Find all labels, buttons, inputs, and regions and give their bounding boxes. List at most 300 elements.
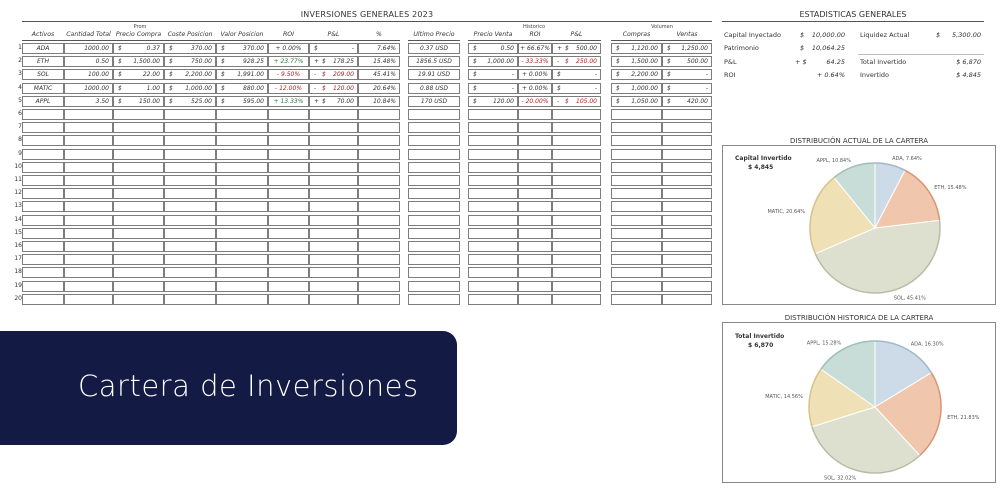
cell-buy-vol[interactable] (611, 122, 662, 133)
cell-qty[interactable] (64, 267, 113, 278)
cell-sell-vol[interactable] (662, 149, 712, 160)
cell-h-pnl[interactable] (552, 69, 601, 80)
cell-buy-vol[interactable] (611, 69, 662, 80)
cell-h-pnl[interactable] (552, 201, 601, 212)
cell-pct[interactable] (358, 96, 400, 107)
cell-last[interactable] (408, 241, 460, 252)
cell-roi[interactable] (268, 267, 309, 278)
cell-asset[interactable] (22, 294, 64, 305)
cell-value[interactable] (216, 267, 268, 278)
cell-sell-vol[interactable] (662, 294, 712, 305)
cell-price[interactable] (113, 188, 164, 199)
cell-asset[interactable] (22, 267, 64, 278)
cell-last[interactable] (408, 267, 460, 278)
cell-h-pnl[interactable] (552, 188, 601, 199)
cell-qty[interactable] (64, 201, 113, 212)
cell-h-roi[interactable] (518, 69, 552, 80)
cell-pct[interactable] (358, 175, 400, 186)
cell-sell[interactable] (468, 215, 518, 226)
cell-buy-vol[interactable] (611, 83, 662, 94)
cell-last[interactable] (408, 228, 460, 239)
cell-sell-vol[interactable] (662, 83, 712, 94)
cell-qty[interactable] (64, 43, 113, 54)
cell-last[interactable] (408, 109, 460, 120)
cell-cost[interactable] (164, 135, 216, 146)
cell-sell[interactable] (468, 281, 518, 292)
cell-price[interactable] (113, 83, 164, 94)
cell-roi[interactable] (268, 175, 309, 186)
cell-price[interactable] (113, 96, 164, 107)
cell-buy-vol[interactable] (611, 294, 662, 305)
cell-h-roi[interactable] (518, 215, 552, 226)
cell-asset[interactable] (22, 162, 64, 173)
header-activos[interactable]: Activos (31, 31, 55, 38)
stat-invertido-value[interactable]: $ 4,845 (956, 71, 981, 79)
cell-cost[interactable] (164, 188, 216, 199)
cell-pnl[interactable] (309, 83, 358, 94)
cell-h-roi[interactable] (518, 162, 552, 173)
cell-h-roi[interactable] (518, 241, 552, 252)
cell-pct[interactable] (358, 241, 400, 252)
cell-buy-vol[interactable] (611, 281, 662, 292)
cell-pnl[interactable] (309, 267, 358, 278)
cell-cost[interactable] (164, 43, 216, 54)
cell-pct[interactable] (358, 149, 400, 160)
cell-h-pnl[interactable] (552, 122, 601, 133)
cell-value[interactable] (216, 96, 268, 107)
cell-sell[interactable] (468, 96, 518, 107)
cell-sell-vol[interactable] (662, 162, 712, 173)
header-compras[interactable]: Compras (622, 31, 651, 38)
cell-pnl[interactable] (309, 135, 358, 146)
cell-pct[interactable] (358, 228, 400, 239)
cell-cost[interactable] (164, 241, 216, 252)
cell-value[interactable] (216, 83, 268, 94)
cell-h-pnl[interactable] (552, 228, 601, 239)
cell-h-roi[interactable] (518, 228, 552, 239)
cell-h-roi[interactable] (518, 267, 552, 278)
cell-roi[interactable] (268, 294, 309, 305)
cell-sell[interactable] (468, 135, 518, 146)
cell-qty[interactable] (64, 56, 113, 67)
cell-sell-vol[interactable] (662, 228, 712, 239)
cell-pnl[interactable] (309, 241, 358, 252)
cell-cost[interactable] (164, 201, 216, 212)
cell-pnl[interactable] (309, 162, 358, 173)
header-precio-venta[interactable]: Precio Venta (473, 31, 513, 38)
cell-last[interactable] (408, 69, 460, 80)
cell-asset[interactable] (22, 201, 64, 212)
cell-h-roi[interactable] (518, 281, 552, 292)
header-hist-pnl[interactable]: P&L (570, 31, 583, 38)
cell-last[interactable] (408, 188, 460, 199)
cell-sell-vol[interactable] (662, 281, 712, 292)
cell-sell-vol[interactable] (662, 188, 712, 199)
cell-value[interactable] (216, 228, 268, 239)
cell-buy-vol[interactable] (611, 267, 662, 278)
cell-buy-vol[interactable] (611, 254, 662, 265)
cell-last[interactable] (408, 149, 460, 160)
cell-last[interactable] (408, 201, 460, 212)
cell-h-pnl[interactable] (552, 135, 601, 146)
cell-sell-vol[interactable] (662, 254, 712, 265)
cell-roi[interactable] (268, 69, 309, 80)
cell-sell[interactable] (468, 267, 518, 278)
cell-pct[interactable] (358, 201, 400, 212)
cell-price[interactable] (113, 43, 164, 54)
cell-qty[interactable] (64, 175, 113, 186)
cell-asset[interactable] (22, 254, 64, 265)
cell-pct[interactable] (358, 83, 400, 94)
cell-sell[interactable] (468, 43, 518, 54)
cell-qty[interactable] (64, 69, 113, 80)
cell-h-roi[interactable] (518, 122, 552, 133)
cell-qty[interactable] (64, 254, 113, 265)
cell-qty[interactable] (64, 149, 113, 160)
cell-price[interactable] (113, 215, 164, 226)
cell-pct[interactable] (358, 122, 400, 133)
cell-h-pnl[interactable] (552, 83, 601, 94)
cell-asset[interactable] (22, 188, 64, 199)
cell-asset[interactable] (22, 215, 64, 226)
cell-sell-vol[interactable] (662, 96, 712, 107)
cell-pct[interactable] (358, 215, 400, 226)
cell-qty[interactable] (64, 241, 113, 252)
cell-last[interactable] (408, 162, 460, 173)
cell-price[interactable] (113, 175, 164, 186)
cell-h-pnl[interactable] (552, 56, 601, 67)
cell-cost[interactable] (164, 96, 216, 107)
cell-qty[interactable] (64, 96, 113, 107)
cell-sell[interactable] (468, 162, 518, 173)
cell-roi[interactable] (268, 254, 309, 265)
cell-cost[interactable] (164, 83, 216, 94)
cell-value[interactable] (216, 201, 268, 212)
cell-h-roi[interactable] (518, 149, 552, 160)
cell-price[interactable] (113, 294, 164, 305)
cell-pct[interactable] (358, 162, 400, 173)
cell-pct[interactable] (358, 109, 400, 120)
cell-asset[interactable] (22, 43, 64, 54)
cell-pnl[interactable] (309, 175, 358, 186)
cell-qty[interactable] (64, 228, 113, 239)
cell-price[interactable] (113, 135, 164, 146)
cell-sell-vol[interactable] (662, 43, 712, 54)
cell-asset[interactable] (22, 228, 64, 239)
cell-cost[interactable] (164, 122, 216, 133)
cell-pct[interactable] (358, 43, 400, 54)
cell-sell-vol[interactable] (662, 109, 712, 120)
header-coste[interactable]: Coste Posicion (167, 31, 213, 38)
cell-h-roi[interactable] (518, 188, 552, 199)
cell-pct[interactable] (358, 135, 400, 146)
cell-sell[interactable] (468, 56, 518, 67)
cell-roi[interactable] (268, 109, 309, 120)
cell-asset[interactable] (22, 175, 64, 186)
cell-asset[interactable] (22, 69, 64, 80)
cell-pnl[interactable] (309, 69, 358, 80)
header-hist-roi[interactable]: ROI (529, 31, 541, 38)
cell-h-pnl[interactable] (552, 175, 601, 186)
cell-sell[interactable] (468, 201, 518, 212)
cell-roi[interactable] (268, 241, 309, 252)
header-cantidad[interactable]: Cantidad Total (66, 31, 111, 38)
cell-h-roi[interactable] (518, 109, 552, 120)
cell-asset[interactable] (22, 109, 64, 120)
cell-roi[interactable] (268, 149, 309, 160)
cell-sell[interactable] (468, 175, 518, 186)
cell-sell[interactable] (468, 122, 518, 133)
cell-pnl[interactable] (309, 188, 358, 199)
cell-asset[interactable] (22, 281, 64, 292)
cell-pct[interactable] (358, 56, 400, 67)
stat-pnl-value[interactable]: 64.25 (826, 58, 845, 66)
header-valor[interactable]: Valor Posicion (220, 31, 264, 38)
cell-last[interactable] (408, 135, 460, 146)
cell-sell-vol[interactable] (662, 215, 712, 226)
header-pnl[interactable]: P&L (327, 31, 340, 38)
cell-qty[interactable] (64, 109, 113, 120)
cell-roi[interactable] (268, 43, 309, 54)
cell-value[interactable] (216, 175, 268, 186)
cell-last[interactable] (408, 175, 460, 186)
cell-cost[interactable] (164, 162, 216, 173)
cell-value[interactable] (216, 281, 268, 292)
cell-cost[interactable] (164, 56, 216, 67)
cell-sell-vol[interactable] (662, 122, 712, 133)
stat-patrimonio-value[interactable]: 10,064.25 (811, 44, 845, 52)
cell-cost[interactable] (164, 228, 216, 239)
cell-asset[interactable] (22, 241, 64, 252)
cell-buy-vol[interactable] (611, 149, 662, 160)
cell-cost[interactable] (164, 69, 216, 80)
stat-liquidez-value[interactable]: 5,300.00 (952, 31, 981, 39)
cell-value[interactable] (216, 135, 268, 146)
cell-pnl[interactable] (309, 215, 358, 226)
cell-pnl[interactable] (309, 109, 358, 120)
cell-cost[interactable] (164, 267, 216, 278)
cell-asset[interactable] (22, 149, 64, 160)
cell-pnl[interactable] (309, 228, 358, 239)
cell-h-pnl[interactable] (552, 149, 601, 160)
stat-capital-value[interactable]: 10,000.00 (811, 31, 845, 39)
cell-price[interactable] (113, 69, 164, 80)
cell-buy-vol[interactable] (611, 175, 662, 186)
cell-h-pnl[interactable] (552, 254, 601, 265)
cell-last[interactable] (408, 83, 460, 94)
cell-h-pnl[interactable] (552, 215, 601, 226)
cell-last[interactable] (408, 215, 460, 226)
cell-price[interactable] (113, 267, 164, 278)
cell-h-roi[interactable] (518, 83, 552, 94)
header-roi[interactable]: ROI (283, 31, 294, 38)
cell-roi[interactable] (268, 281, 309, 292)
cell-value[interactable] (216, 56, 268, 67)
cell-value[interactable] (216, 149, 268, 160)
cell-buy-vol[interactable] (611, 56, 662, 67)
cell-pct[interactable] (358, 281, 400, 292)
cell-price[interactable] (113, 162, 164, 173)
cell-h-roi[interactable] (518, 43, 552, 54)
cell-roi[interactable] (268, 122, 309, 133)
cell-h-pnl[interactable] (552, 96, 601, 107)
cell-sell[interactable] (468, 254, 518, 265)
cell-pnl[interactable] (309, 201, 358, 212)
cell-sell[interactable] (468, 109, 518, 120)
cell-pnl[interactable] (309, 96, 358, 107)
cell-value[interactable] (216, 188, 268, 199)
cell-price[interactable] (113, 122, 164, 133)
cell-roi[interactable] (268, 96, 309, 107)
cell-qty[interactable] (64, 215, 113, 226)
cell-sell[interactable] (468, 69, 518, 80)
cell-value[interactable] (216, 122, 268, 133)
cell-buy-vol[interactable] (611, 43, 662, 54)
stat-total-value[interactable]: $ 6,870 (956, 58, 981, 66)
cell-h-pnl[interactable] (552, 43, 601, 54)
cell-sell-vol[interactable] (662, 201, 712, 212)
cell-sell[interactable] (468, 149, 518, 160)
cell-last[interactable] (408, 254, 460, 265)
header-pct[interactable]: % (376, 31, 382, 38)
cell-h-pnl[interactable] (552, 294, 601, 305)
cell-asset[interactable] (22, 135, 64, 146)
cell-h-pnl[interactable] (552, 109, 601, 120)
cell-qty[interactable] (64, 294, 113, 305)
cell-qty[interactable] (64, 188, 113, 199)
cell-buy-vol[interactable] (611, 96, 662, 107)
cell-value[interactable] (216, 43, 268, 54)
cell-last[interactable] (408, 294, 460, 305)
cell-buy-vol[interactable] (611, 162, 662, 173)
cell-buy-vol[interactable] (611, 188, 662, 199)
cell-sell[interactable] (468, 188, 518, 199)
cell-pct[interactable] (358, 188, 400, 199)
cell-pct[interactable] (358, 69, 400, 80)
cell-price[interactable] (113, 254, 164, 265)
cell-roi[interactable] (268, 188, 309, 199)
cell-roi[interactable] (268, 162, 309, 173)
cell-buy-vol[interactable] (611, 241, 662, 252)
cell-cost[interactable] (164, 294, 216, 305)
cell-last[interactable] (408, 281, 460, 292)
cell-pnl[interactable] (309, 254, 358, 265)
cell-pnl[interactable] (309, 294, 358, 305)
cell-last[interactable] (408, 122, 460, 133)
cell-qty[interactable] (64, 135, 113, 146)
cell-h-roi[interactable] (518, 201, 552, 212)
cell-sell-vol[interactable] (662, 241, 712, 252)
cell-roi[interactable] (268, 56, 309, 67)
cell-asset[interactable] (22, 122, 64, 133)
cell-cost[interactable] (164, 149, 216, 160)
cell-buy-vol[interactable] (611, 201, 662, 212)
header-ventas[interactable]: Ventas (676, 31, 698, 38)
cell-value[interactable] (216, 241, 268, 252)
cell-h-roi[interactable] (518, 56, 552, 67)
cell-h-pnl[interactable] (552, 162, 601, 173)
cell-buy-vol[interactable] (611, 109, 662, 120)
cell-price[interactable] (113, 281, 164, 292)
cell-h-pnl[interactable] (552, 281, 601, 292)
header-ultimo-precio[interactable]: Ultimo Precio (413, 31, 455, 38)
cell-h-roi[interactable] (518, 96, 552, 107)
cell-last[interactable] (408, 43, 460, 54)
cell-value[interactable] (216, 254, 268, 265)
cell-asset[interactable] (22, 96, 64, 107)
cell-pct[interactable] (358, 267, 400, 278)
cell-asset[interactable] (22, 83, 64, 94)
cell-roi[interactable] (268, 83, 309, 94)
cell-buy-vol[interactable] (611, 228, 662, 239)
cell-roi[interactable] (268, 228, 309, 239)
cell-last[interactable] (408, 96, 460, 107)
cell-pct[interactable] (358, 254, 400, 265)
cell-price[interactable] (113, 228, 164, 239)
cell-pct[interactable] (358, 294, 400, 305)
cell-pnl[interactable] (309, 281, 358, 292)
cell-cost[interactable] (164, 109, 216, 120)
cell-buy-vol[interactable] (611, 215, 662, 226)
cell-cost[interactable] (164, 175, 216, 186)
cell-h-roi[interactable] (518, 135, 552, 146)
cell-value[interactable] (216, 69, 268, 80)
cell-sell[interactable] (468, 228, 518, 239)
cell-cost[interactable] (164, 281, 216, 292)
chart-actual[interactable] (722, 145, 996, 305)
cell-qty[interactable] (64, 162, 113, 173)
cell-cost[interactable] (164, 215, 216, 226)
cell-pnl[interactable] (309, 149, 358, 160)
cell-value[interactable] (216, 162, 268, 173)
stat-roi-value[interactable]: + 0.64% (816, 71, 845, 79)
cell-last[interactable] (408, 56, 460, 67)
cell-asset[interactable] (22, 56, 64, 67)
cell-h-pnl[interactable] (552, 267, 601, 278)
cell-sell[interactable] (468, 83, 518, 94)
cell-sell-vol[interactable] (662, 135, 712, 146)
cell-roi[interactable] (268, 135, 309, 146)
cell-qty[interactable] (64, 122, 113, 133)
cell-buy-vol[interactable] (611, 135, 662, 146)
cell-sell-vol[interactable] (662, 267, 712, 278)
cell-roi[interactable] (268, 201, 309, 212)
cell-h-roi[interactable] (518, 254, 552, 265)
cell-pnl[interactable] (309, 56, 358, 67)
cell-value[interactable] (216, 109, 268, 120)
cell-h-roi[interactable] (518, 294, 552, 305)
cell-pnl[interactable] (309, 43, 358, 54)
cell-h-roi[interactable] (518, 175, 552, 186)
cell-price[interactable] (113, 241, 164, 252)
cell-cost[interactable] (164, 254, 216, 265)
cell-pnl[interactable] (309, 122, 358, 133)
chart-historica[interactable] (722, 322, 996, 483)
header-precio-compra[interactable]: Precio Compra (115, 31, 162, 38)
cell-sell-vol[interactable] (662, 56, 712, 67)
cell-roi[interactable] (268, 215, 309, 226)
cell-price[interactable] (113, 201, 164, 212)
cell-qty[interactable] (64, 281, 113, 292)
cell-price[interactable] (113, 149, 164, 160)
cell-price[interactable] (113, 56, 164, 67)
cell-sell-vol[interactable] (662, 175, 712, 186)
cell-qty[interactable] (64, 83, 113, 94)
cell-sell[interactable] (468, 294, 518, 305)
cell-value[interactable] (216, 215, 268, 226)
cell-value[interactable] (216, 294, 268, 305)
cell-h-pnl[interactable] (552, 241, 601, 252)
